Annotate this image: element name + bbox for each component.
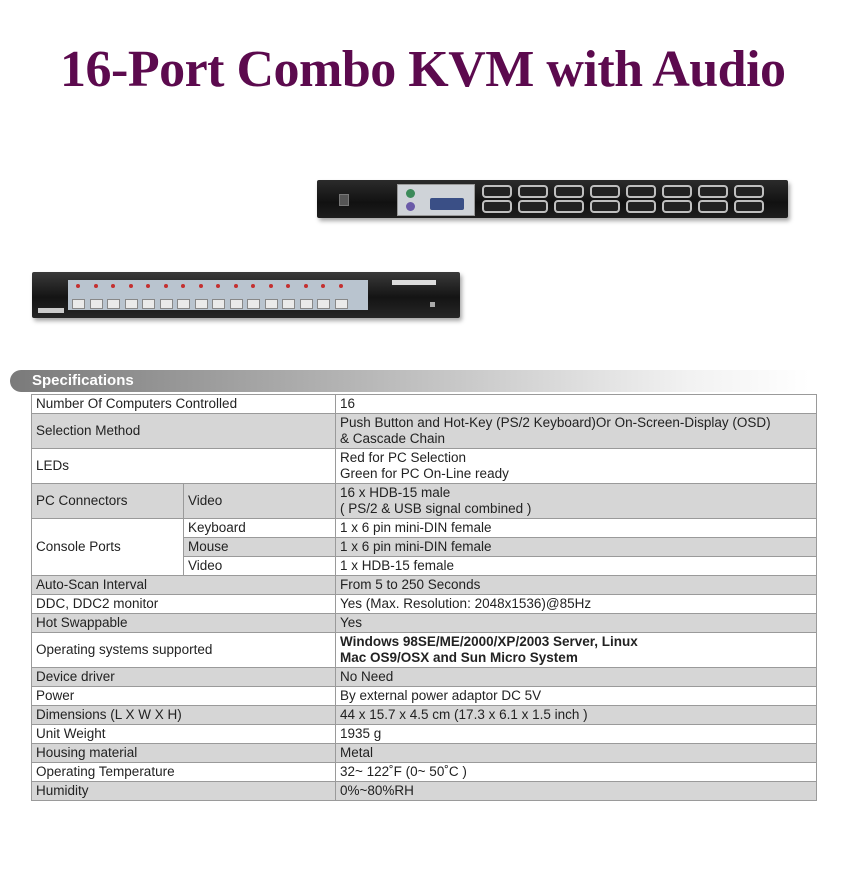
vga-port (518, 185, 548, 198)
spec-value: 0%~80%RH (336, 782, 817, 801)
table-row (32, 595, 817, 614)
spec-value: From 5 to 250 Seconds (336, 576, 817, 595)
spec-value: 16 (336, 395, 817, 414)
kvm-rear-panel-image (317, 180, 788, 218)
port-select-button (195, 299, 208, 309)
vga-port (626, 185, 656, 198)
spec-value: Yes (Max. Resolution: 2048x1536)@85Hz (336, 595, 817, 614)
vga-port (626, 200, 656, 213)
vga-port (662, 185, 692, 198)
spec-value-line: ( PS/2 & USB signal combined ) (340, 501, 532, 516)
spec-value-line: Green for PC On-Line ready (340, 466, 509, 481)
port-led (164, 284, 168, 288)
table-row (32, 614, 817, 633)
ps2-keyboard-port (406, 189, 415, 198)
table-row (32, 687, 817, 706)
port-select-button (160, 299, 173, 309)
front-indicator (430, 302, 435, 307)
port-select-button (212, 299, 225, 309)
port-led (269, 284, 273, 288)
port-select-button (317, 299, 330, 309)
spec-label: Console Ports (32, 519, 184, 576)
port-led (216, 284, 220, 288)
port-led (111, 284, 115, 288)
vga-port (734, 185, 764, 198)
specifications-table (31, 394, 817, 801)
spec-label: Operating systems supported (32, 633, 336, 668)
spec-label: Power (32, 687, 336, 706)
vga-port (662, 200, 692, 213)
spec-value: Metal (336, 744, 817, 763)
spec-label: PC Connectors (32, 484, 184, 519)
port-led (251, 284, 255, 288)
spec-value-line: & Cascade Chain (340, 431, 446, 446)
table-row (32, 633, 817, 668)
spec-label: Operating Temperature (32, 763, 336, 782)
specifications-header (10, 370, 810, 392)
spec-value-line: Red for PC Selection (340, 450, 467, 465)
kvm-front-panel-image (32, 272, 460, 318)
vga-port (590, 185, 620, 198)
spec-label: Dimensions (L X W X H) (32, 706, 336, 725)
port-select-button (265, 299, 278, 309)
spec-value-line: Push Button and Hot-Key (PS/2 Keyboard)Or On-Screen-Display (OSD) (340, 415, 771, 430)
spec-value (336, 449, 817, 484)
vga-port (554, 200, 584, 213)
port-select-button (177, 299, 190, 309)
spec-value: 1935 g (336, 725, 817, 744)
port-led (339, 284, 343, 288)
port-led (199, 284, 203, 288)
spec-value: 1 x HDB-15 female (336, 557, 817, 576)
spec-value-line: Mac OS9/OSX and Sun Micro System (340, 650, 578, 665)
spec-value: By external power adaptor DC 5V (336, 687, 817, 706)
spec-sublabel: Video (184, 557, 336, 576)
spec-sublabel: Mouse (184, 538, 336, 557)
spec-label: Hot Swappable (32, 614, 336, 633)
table-row (32, 763, 817, 782)
port-led (321, 284, 325, 288)
spec-value-line: 16 x HDB-15 male (340, 485, 451, 500)
table-row (32, 725, 817, 744)
vga-port (482, 185, 512, 198)
table-row (32, 668, 817, 687)
table-row (32, 519, 817, 538)
port-select-button (282, 299, 295, 309)
port-select-button (125, 299, 138, 309)
pc-port-array (482, 185, 772, 213)
spec-value (336, 633, 817, 668)
vga-port (482, 200, 512, 213)
ps2-mouse-port (406, 202, 415, 211)
spec-label: Auto-Scan Interval (32, 576, 336, 595)
port-select-button (335, 299, 348, 309)
port-led (304, 284, 308, 288)
spec-label: LEDs (32, 449, 336, 484)
vga-port (554, 185, 584, 198)
spec-value: 1 x 6 pin mini-DIN female (336, 519, 817, 538)
vga-port (734, 200, 764, 213)
front-button-panel (68, 280, 368, 310)
vga-port (698, 200, 728, 213)
front-model-label (392, 280, 436, 285)
table-row (32, 782, 817, 801)
port-select-button (142, 299, 155, 309)
port-led (286, 284, 290, 288)
table-row (32, 484, 817, 519)
spec-label: Humidity (32, 782, 336, 801)
specifications-title: Specifications (32, 372, 134, 389)
table-row (32, 744, 817, 763)
vga-port (698, 185, 728, 198)
port-select-button (72, 299, 85, 309)
spec-label: Housing material (32, 744, 336, 763)
port-led (181, 284, 185, 288)
spec-sublabel: Video (184, 484, 336, 519)
port-select-button (90, 299, 103, 309)
spec-value: 1 x 6 pin mini-DIN female (336, 538, 817, 557)
front-badge (38, 308, 64, 313)
port-select-button (107, 299, 120, 309)
port-led (129, 284, 133, 288)
port-led (94, 284, 98, 288)
port-led (146, 284, 150, 288)
spec-sublabel: Keyboard (184, 519, 336, 538)
power-switch (339, 194, 349, 206)
table-row (32, 706, 817, 725)
vga-port (518, 200, 548, 213)
spec-label: DDC, DDC2 monitor (32, 595, 336, 614)
spec-value: No Need (336, 668, 817, 687)
spec-value-line: Windows 98SE/ME/2000/XP/2003 Server, Linux (340, 634, 638, 649)
port-led (76, 284, 80, 288)
port-led (234, 284, 238, 288)
spec-label: Unit Weight (32, 725, 336, 744)
vga-port (590, 200, 620, 213)
spec-label: Device driver (32, 668, 336, 687)
table-row (32, 449, 817, 484)
table-row (32, 576, 817, 595)
spec-value: 32~ 122˚F (0~ 50˚C ) (336, 763, 817, 782)
port-select-button (300, 299, 313, 309)
page-title: 16-Port Combo KVM with Audio (60, 41, 786, 98)
spec-value (336, 484, 817, 519)
spec-value: Yes (336, 614, 817, 633)
console-port-block (397, 184, 475, 216)
spec-label: Selection Method (32, 414, 336, 449)
table-row (32, 395, 817, 414)
table-row (32, 414, 817, 449)
spec-label: Number Of Computers Controlled (32, 395, 336, 414)
spec-value (336, 414, 817, 449)
spec-value: 44 x 15.7 x 4.5 cm (17.3 x 6.1 x 1.5 inch ) (336, 706, 817, 725)
port-select-button (247, 299, 260, 309)
port-select-button (230, 299, 243, 309)
console-vga-port (430, 198, 464, 210)
